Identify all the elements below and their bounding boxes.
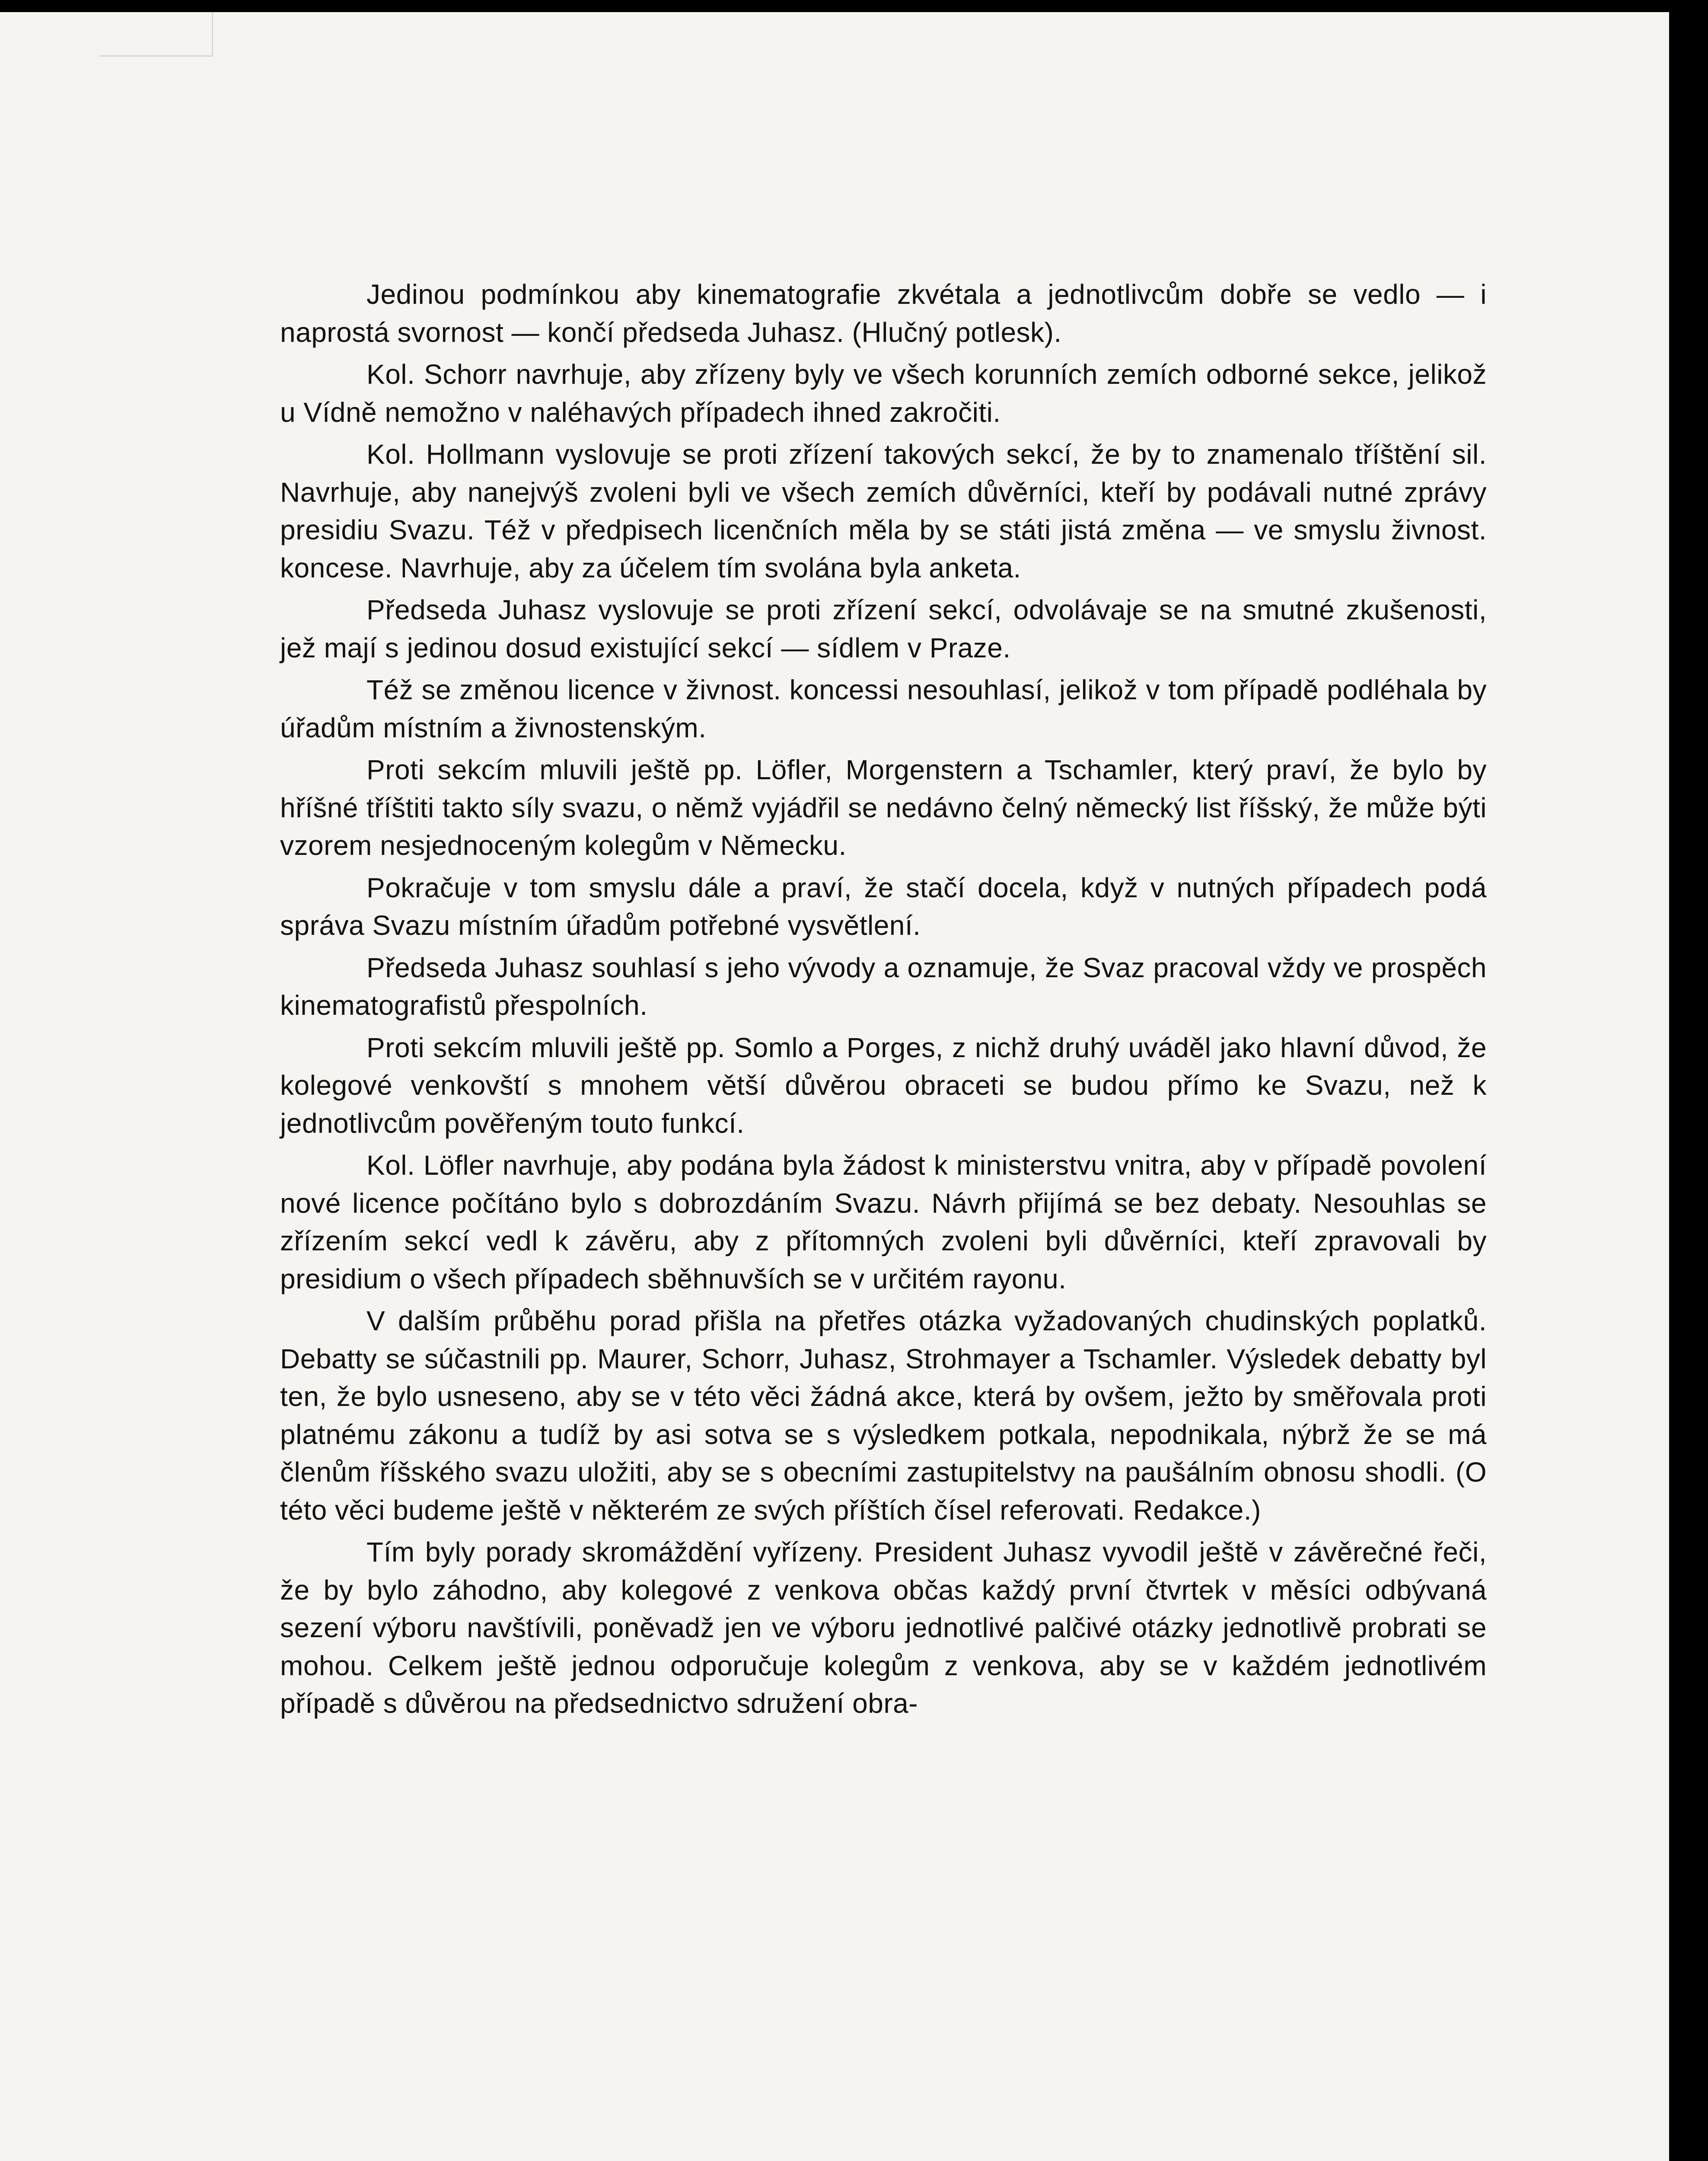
paragraph: Jedinou podmínkou aby kinematografie zkvétala a jednotlivcům dobře se vedlo — i naprostá svornost — končí předseda Juhasz. (Hlučný potlesk). xyxy=(280,279,1487,348)
paragraph: Předseda Juhasz souhlasí s jeho vývody a oznamuje, že Svaz pracoval vždy ve prospěch kinematografistů přespolních. xyxy=(280,952,1487,1021)
scan-artifact xyxy=(99,12,213,57)
paragraph: Tím byly porady skromáždění vyřízeny. President Juhasz vyvodil ještě v závěrečné řeči, že by bylo záhodno, aby kolegové z venkova občas každý první čtvrtek v měsíci odbývaná sezení výboru navštívili, poněvadž jen ve výboru jednotlivé palčivé otázky jednotlivě probrati se mohou. Celkem ještě jednou odporučuje kolegům z venkova, aby se v každém jednotlivém případě s důvěrou na předsednictvo sdružení obra- xyxy=(280,1536,1487,1719)
scanned-page xyxy=(0,12,1669,2161)
paragraph: Proti sekcím mluvili ještě pp. Löfler, Morgenstern a Tschamler, který praví, že bylo by hříšné tříštiti takto síly svazu, o němž vyjádřil se nedávno čelný německý list říšský, že může býti vzorem nesjednoceným kolegům v Německu. xyxy=(280,754,1487,861)
paragraph: Kol. Schorr navrhuje, aby zřízeny byly ve všech korunních zemích odborné sekce, jelikož u Vídně nemožno v naléhavých případech ihned zakročiti. xyxy=(280,359,1487,428)
paragraph: Pokračuje v tom smyslu dále a praví, že stačí docela, když v nutných případech podá správa Svazu místním úřadům potřebné vysvětlení. xyxy=(280,872,1487,941)
paragraph: Kol. Hollmann vyslovuje se proti zřízení takových sekcí, že by to znamenalo tříštění sil. Navrhuje, aby nanejvýš zvoleni byli ve všech zemích důvěrníci, kteří by podávali nutné zprávy presidiu Svazu. Též v předpisech licenčních měla by se státi jistá změna — ve smyslu živnost. koncese. Navrhuje, aby za účelem tím svolána byla anketa. xyxy=(280,439,1487,583)
paragraph: Též se změnou licence v živnost. koncessi nesouhlasí, jelikož v tom případě podléhala by úřadům místním a živnostenským. xyxy=(280,674,1487,743)
paragraph: Kol. Löfler navrhuje, aby podána byla žádost k ministerstvu vnitra, aby v případě povolení nové licence počítáno bylo s dobrozdáním Svazu. Návrh přijímá se bez debaty. Nesouhlas se zřízením sekcí vedl k závěru, aby z přítomných zvoleni byli důvěrníci, kteří zpravovali by presidium o všech případech sběhnuvších se v určitém rayonu. xyxy=(280,1150,1487,1294)
paragraph: V dalším průběhu porad přišla na přetřes otázka vyžadovaných chudinských poplatků. Debatty se súčastnili pp. Maurer, Schorr, Juhasz, Strohmayer a Tschamler. Výsledek debatty byl ten, že bylo usneseno, aby se v této věci žádná akce, která by ovšem, ježto by směřovala proti platnému zákonu a tudíž by asi sotva se s výsledkem potkala, nepodnikala, nýbrž že se má členům říšského svazu uložiti, aby se s obecními zastupitelstvy na paušálním obnosu shodli. (O této věci budeme ještě v některém ze svých příštích čísel referovati. Redakce.) xyxy=(280,1305,1487,1526)
paragraph: Předseda Juhasz vyslovuje se proti zřízení sekcí, odvolávaje se na smutné zkušenosti, jež mají s jedinou dosud existující sekcí — sídlem v Praze. xyxy=(280,594,1487,663)
body-text xyxy=(280,276,1487,1727)
paragraph: Proti sekcím mluvili ještě pp. Somlo a Porges, z nichž druhý uváděl jako hlavní důvod, že kolegové venkovští s mnohem větší důvěrou obraceti se budou přímo ke Svazu, než k jednotlivcům pověřeným touto funkcí. xyxy=(280,1032,1487,1139)
